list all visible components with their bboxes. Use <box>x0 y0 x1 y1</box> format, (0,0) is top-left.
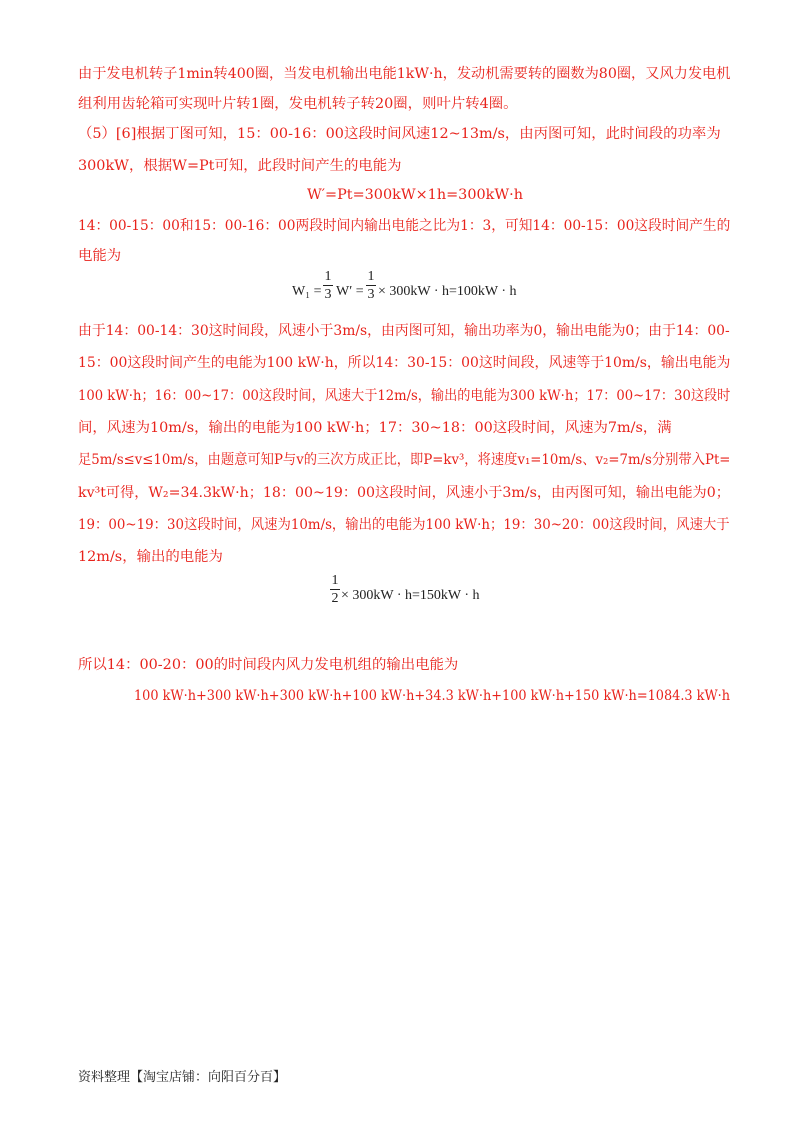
frac-numerator: 1 <box>331 573 339 588</box>
text-line-6: 电能为 <box>78 248 122 264</box>
formula-line-w-prime: W′=Pt=300kW×1h=300kW·h <box>307 187 523 203</box>
text-line-3: （5）[6]根据丁图可知，15：00-16：00这段时间风速12~13m/s，由丙图可知，此时间段的功率为 <box>78 126 721 142</box>
text-line-15: 所以14：00-20：00的时间段内风力发电机组的输出电能为 <box>78 657 459 673</box>
text-line-2: 组利用齿轮箱可实现叶片转1圈，发电机转子转20圈，则叶片转4圈。 <box>78 96 518 112</box>
text-line-13: 19：00~19：30这段时间，风速为10m/s，输出的电能为100 kW·h；19：30~20：00这段时间，风速大于 <box>78 517 730 533</box>
formula-w1-mid: W′ = <box>336 284 364 299</box>
formula-w1-frac2 <box>366 269 376 302</box>
formula-w1-rhs: × 300kW · h=100kW · h <box>378 284 517 299</box>
text-line-4: 300kW，根据W=Pt可知，此段时间产生的电能为 <box>78 158 402 174</box>
text-line-5: 14：00-15：00和15：00-16：00两段时间内输出电能之比为1：3，可知14：00-15：00这段时间产生的 <box>78 218 731 234</box>
formula-half-frac <box>330 573 340 606</box>
text-line-1: 由于发电机转子1min转400圈，当发电机输出电能1kW·h，发动机需要转的圈数为80圈，又风力发电机 <box>78 66 731 82</box>
total-energy-line: 100 kW·h+300 kW·h+300 kW·h+100 kW·h+34.3 kW·h+100 kW·h+150 kW·h=1084.3 kW·h <box>134 688 731 704</box>
frac-numerator: 1 <box>367 269 375 284</box>
text-line-10: 间，风速为10m/s，输出的电能为100 kW·h；17：30~18：00这段时间，风速为7m/s，满 <box>78 420 672 436</box>
text-line-8: 15：00这段时间产生的电能为100 kW·h，所以14：30-15：00这时间段，风速等于10m/s，输出电能为 <box>78 355 731 371</box>
frac-numerator: 1 <box>324 269 332 284</box>
frac-denominator: 2 <box>331 591 339 606</box>
text-line-14: 12m/s，输出的电能为 <box>78 549 223 565</box>
frac-denominator: 3 <box>324 287 332 302</box>
footer-source: 资料整理【淘宝店铺：向阳百分百】 <box>78 1070 287 1085</box>
formula-half-rhs: × 300kW · h=150kW · h <box>341 588 480 603</box>
formula-w1-lhs: W₁ = <box>292 284 322 299</box>
text-line-7: 由于14：00-14：30这时间段，风速小于3m/s，由丙图可知，输出功率为0，输出电能为0；由于14：00- <box>78 323 730 339</box>
text-line-9: 100 kW·h；16：00~17：00这段时间，风速大于12m/s，输出的电能为300 kW·h；17：00~17：30这段时 <box>78 388 731 404</box>
text-line-12: kv³t可得，W₂=34.3kW·h；18：00~19：00这段时间，风速小于3m/s，由丙图可知，输出电能为0； <box>78 485 730 501</box>
text-line-11: 足5m/s≤v≤10m/s，由题意可知P与v的三次方成正比，即P=kv³，将速度v₁=10m/s、v₂=7m/s分别带入Pt= <box>78 452 731 468</box>
formula-w1-frac <box>323 269 333 302</box>
frac-denominator: 3 <box>367 287 375 302</box>
